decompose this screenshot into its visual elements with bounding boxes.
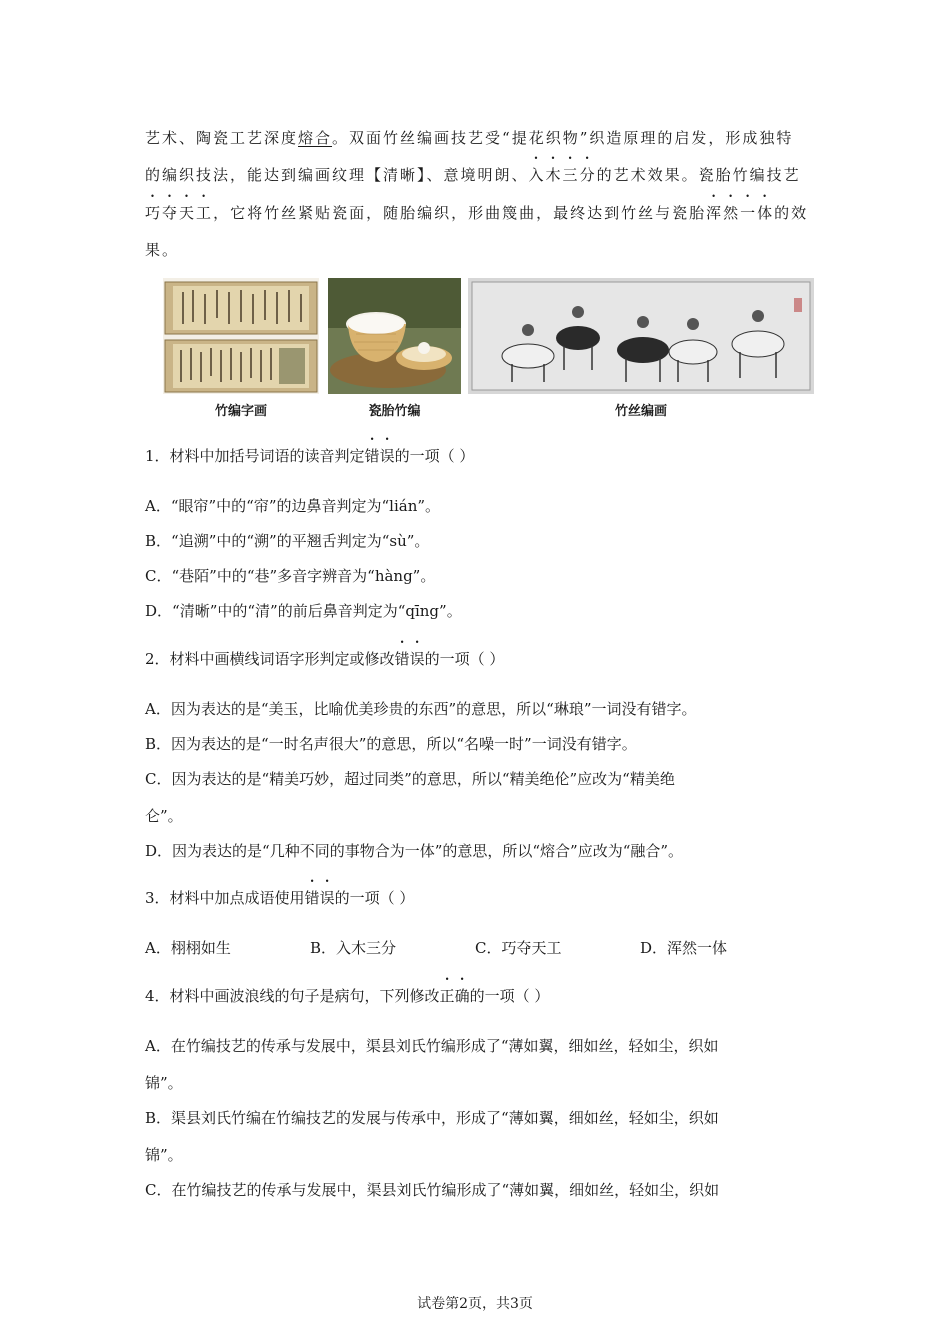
question-1-stem: 1．材料中加括号词语的读音判定错误的一项（ ） [145,447,475,465]
q3-option-d: D．浑然一体 [640,939,728,957]
underlined-word: 熔合 [298,129,333,147]
dotted-char: 错 [394,650,410,668]
q1-option-c: C．“巷陌”中的“巷”多音字辨音为“hàng”。 [145,567,436,585]
dotted-char: 夺 [162,204,180,222]
dotted-char: 三 [562,166,580,184]
dotted-char: 分 [579,166,597,184]
dotted-char: 体 [757,204,775,222]
dotted-idiom-3 [706,204,774,222]
q2-option-b: B．因为表达的是“一时名声很大”的意思，所以“名噪一时”一词没有错字。 [145,735,637,753]
q2-option-a: A．因为表达的是“美玉，比喻优美珍贵的东西”的意思，所以“琳琅”一词没有错字。 [145,700,697,718]
q2-option-d: D．因为表达的是“几种不同的事物合为一体”的意思，所以“熔合”应改为“融合”。 [145,842,684,860]
question-2-stem: 2．材料中画横线词语字形判定或修改错误的一项（ ） [145,650,505,668]
passage-line-1: 艺术、陶瓷工艺深度熔合。双面竹丝编画技艺受“提花织物”织造原理的启发，形成独特 [145,129,794,147]
emphasis-dotted [395,650,425,668]
dotted-char: 误 [409,650,425,668]
question-3-stem: 3．材料中加点成语使用错误的一项（ ） [145,889,415,907]
q2-option-c-line1: C．因为表达的是“精美巧妙，超过同类”的意思，所以“精美绝伦”应改为“精美绝 [145,770,675,788]
passage-line-2: 的编织技法，能达到编画纹理【清晰】、意境明朗、入木三分的艺术效果。瓷胎竹编技艺 [145,166,801,184]
dotted-idiom-1 [529,166,597,184]
emphasis-dotted [305,889,335,907]
caption-porcelain: 瓷胎竹编 [368,404,421,419]
q4-option-c-line1: C．在竹编技艺的传承与发展中，渠县刘氏竹编形成了“薄如翼，细如丝，轻如尘，织如 [145,1181,720,1199]
q3-options [145,938,785,958]
dotted-char: 浑 [706,204,724,222]
q4-option-b-line1: B．渠县刘氏竹编在竹编技艺的发展与传承中，形成了“薄如翼，细如丝，轻如尘，织如 [145,1109,719,1127]
q4-option-a-line1: A．在竹编技艺的传承与发展中，渠县刘氏竹编形成了“薄如翼，细如丝，轻如尘，织如 [145,1037,719,1055]
q4-option-a-line2: 锦”。 [145,1074,183,1092]
q1-option-a: A．“眼帘”中的“帘”的边鼻音判定为“lián”。 [145,497,441,515]
dotted-char: 工 [196,204,214,222]
page-footer: 试卷第2页，共3页 [417,1296,533,1312]
calligraphy-image [163,278,319,394]
bamboo-silk-painting-image [468,278,814,394]
dotted-char: 然 [723,204,741,222]
caption-calligraphy: 竹编字画 [214,404,267,419]
q1-option-d: D．“清晰”中的“清”的前后鼻音判定为“qīng”。 [145,602,462,620]
dotted-char: 天 [179,204,197,222]
question-4-stem: 4．材料中画波浪线的句子是病句，下列修改正确的一项（ ） [145,987,550,1005]
q1-option-b: B．“追溯”中的“溯”的平翘舌判定为“sù”。 [145,532,430,550]
passage-line-3: 巧夺天工，它将竹丝紧贴瓷面，随胎编织，形曲篾曲，最终达到竹丝与瓷胎浑然一体的效 [145,204,809,222]
emphasis-dotted [365,447,395,465]
dotted-char: 巧 [145,204,163,222]
porcelain-bamboo-image [328,278,461,394]
dotted-char: 一 [740,204,758,222]
dotted-char: 木 [545,166,563,184]
q4-option-b-line2: 锦”。 [145,1146,183,1164]
caption-silk-painting: 竹丝编画 [614,404,667,419]
emphasis-dotted [440,987,470,1005]
q2-option-c-line2: 仑”。 [145,807,183,825]
dotted-char: 误 [379,447,395,465]
q3-option-a: A．栩栩如生 [145,939,231,957]
dotted-char: 确 [454,987,470,1005]
dotted-idiom-2 [145,204,213,222]
dotted-char: 错 [364,447,380,465]
dotted-char: 正 [439,987,455,1005]
q3-option-b: B．入木三分 [310,939,397,957]
dotted-char: 入 [528,166,546,184]
dotted-char: 误 [319,889,335,907]
passage-line-4: 果。 [145,241,180,259]
q3-option-c: C．巧夺天工 [475,939,562,957]
dotted-char: 错 [304,889,320,907]
